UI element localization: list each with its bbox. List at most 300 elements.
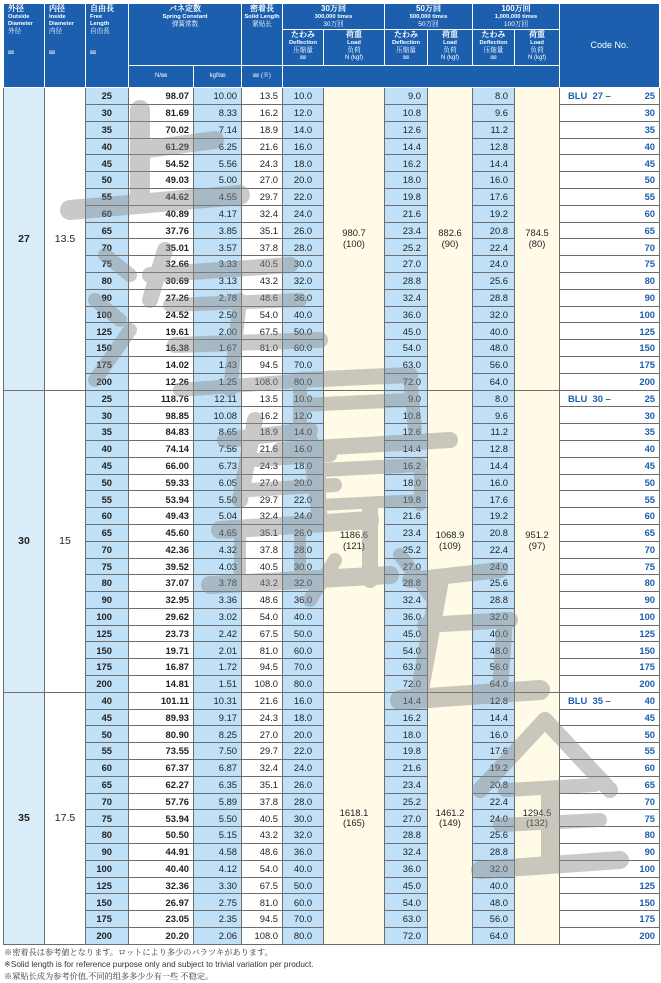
deflection-300k-cell: 12.0 — [283, 104, 324, 121]
deflection-300k-cell: 40.0 — [283, 608, 324, 625]
deflection-1m-cell: 28.8 — [473, 844, 515, 861]
solid-length-cell: 35.1 — [242, 524, 283, 541]
spring-constant-kgf-cell: 4.03 — [194, 558, 242, 575]
spring-constant-n-cell: 89.93 — [129, 709, 194, 726]
load-1m-cell — [515, 390, 560, 692]
table-header — [4, 4, 660, 88]
spring-constant-n-cell: 49.03 — [129, 172, 194, 189]
outside-diameter-cell: 35 — [4, 692, 45, 944]
deflection-1m-cell: 9.6 — [473, 104, 515, 121]
deflection-500k-cell: 21.6 — [385, 508, 428, 525]
code-no-cell: 90 — [560, 844, 660, 861]
code-no-cell: 55 — [560, 491, 660, 508]
load-1m-cell — [515, 88, 560, 390]
spring-constant-n-cell: 70.02 — [129, 121, 194, 138]
deflection-300k-cell: 24.0 — [283, 760, 324, 777]
deflection-1m-cell: 17.6 — [473, 188, 515, 205]
deflection-1m-cell: 28.8 — [473, 289, 515, 306]
free-length-cell: 100 — [86, 306, 129, 323]
free-length-cell: 55 — [86, 491, 129, 508]
header-life-1m: 100万回 1,000,000 times 100万回 — [473, 4, 560, 30]
spring-constant-n-cell: 26.97 — [129, 894, 194, 911]
spring-constant-kgf-cell: 3.33 — [194, 256, 242, 273]
solid-length-cell: 48.6 — [242, 592, 283, 609]
code-prefix: BLU — [568, 695, 588, 707]
spring-constant-n-cell: 53.94 — [129, 810, 194, 827]
solid-length-cell: 24.3 — [242, 709, 283, 726]
deflection-1m-cell: 11.2 — [473, 121, 515, 138]
solid-length-cell: 21.6 — [242, 138, 283, 155]
deflection-300k-cell: 30.0 — [283, 558, 324, 575]
deflection-300k-cell: 70.0 — [283, 356, 324, 373]
spring-constant-kgf-cell: 2.06 — [194, 928, 242, 945]
spring-constant-kgf-cell: 12.11 — [194, 390, 242, 407]
solid-length-cell: 67.5 — [242, 625, 283, 642]
deflection-300k-cell: 40.0 — [283, 860, 324, 877]
deflection-500k-cell: 14.4 — [385, 138, 428, 155]
spring-constant-n-cell: 49.43 — [129, 508, 194, 525]
deflection-300k-cell: 30.0 — [283, 256, 324, 273]
solid-length-cell: 21.6 — [242, 692, 283, 709]
code-no-cell: 175 — [560, 356, 660, 373]
code-prefix: BLU — [568, 392, 588, 404]
deflection-1m-cell: 56.0 — [473, 356, 515, 373]
deflection-300k-cell: 80.0 — [283, 928, 324, 945]
spring-constant-n-cell: 32.95 — [129, 592, 194, 609]
spring-constant-n-cell: 32.36 — [129, 877, 194, 894]
spring-constant-kgf-cell: 2.78 — [194, 289, 242, 306]
free-length-cell: 125 — [86, 625, 129, 642]
deflection-300k-cell: 22.0 — [283, 743, 324, 760]
deflection-500k-cell: 72.0 — [385, 928, 428, 945]
free-length-cell: 80 — [86, 575, 129, 592]
spring-constant-n-cell: 27.26 — [129, 289, 194, 306]
code-no-cell: 90 — [560, 289, 660, 306]
deflection-500k-cell: 72.0 — [385, 373, 428, 390]
deflection-1m-cell: 11.2 — [473, 424, 515, 441]
deflection-300k-cell: 26.0 — [283, 776, 324, 793]
deflection-1m-cell: 9.6 — [473, 407, 515, 424]
spring-constant-n-cell: 14.81 — [129, 676, 194, 693]
deflection-1m-cell: 12.8 — [473, 692, 515, 709]
code-no-cell: 50 — [560, 172, 660, 189]
free-length-cell: 90 — [86, 592, 129, 609]
code-no-cell: 100 — [560, 306, 660, 323]
free-length-cell: 175 — [86, 356, 129, 373]
code-no-cell: 65 — [560, 776, 660, 793]
deflection-500k-cell: 23.4 — [385, 222, 428, 239]
deflection-300k-cell: 14.0 — [283, 424, 324, 441]
load-300k-cell — [324, 88, 385, 390]
deflection-1m-cell: 20.8 — [473, 524, 515, 541]
solid-length-cell: 24.3 — [242, 155, 283, 172]
deflection-1m-cell: 32.0 — [473, 608, 515, 625]
spring-constant-n-cell: 50.50 — [129, 827, 194, 844]
deflection-500k-cell: 27.0 — [385, 256, 428, 273]
spring-constant-kgf-cell: 7.50 — [194, 743, 242, 760]
code-no-cell: 55 — [560, 188, 660, 205]
spring-constant-kgf-cell: 1.51 — [194, 676, 242, 693]
deflection-500k-cell: 9.0 — [385, 88, 428, 105]
spring-constant-n-cell: 12.26 — [129, 373, 194, 390]
spring-constant-n-cell: 54.52 — [129, 155, 194, 172]
spring-constant-n-cell: 19.61 — [129, 323, 194, 340]
spring-constant-n-cell: 24.52 — [129, 306, 194, 323]
inside-diameter-cell: 17.5 — [45, 692, 86, 944]
code-no-cell: 100 — [560, 860, 660, 877]
code-od: 30 — [592, 392, 603, 404]
code-no-cell: 60 — [560, 760, 660, 777]
spring-constant-n-cell: 19.71 — [129, 642, 194, 659]
code-no-cell: 35 — [560, 424, 660, 441]
spring-constant-kgf-cell: 9.17 — [194, 709, 242, 726]
footnote-cn: ※紧贴长成为参考价值,不同的组多多少少有一些 不稳定。 — [4, 971, 214, 981]
load-value: 1461.2 — [435, 806, 465, 818]
deflection-500k-cell: 45.0 — [385, 877, 428, 894]
solid-length-cell: 29.7 — [242, 188, 283, 205]
code-no-cell: 70 — [560, 239, 660, 256]
free-length-cell: 45 — [86, 155, 129, 172]
deflection-1m-cell: 40.0 — [473, 323, 515, 340]
free-length-cell: 125 — [86, 877, 129, 894]
deflection-300k-cell: 36.0 — [283, 844, 324, 861]
deflection-1m-cell: 17.6 — [473, 743, 515, 760]
solid-length-cell: 108.0 — [242, 373, 283, 390]
deflection-300k-cell: 28.0 — [283, 793, 324, 810]
spring-constant-n-cell: 98.85 — [129, 407, 194, 424]
footnote-jp: ※密着長は参考値となります。ロットにより多少のバラツキがあります。 — [4, 947, 273, 957]
spring-constant-kgf-cell: 7.14 — [194, 121, 242, 138]
deflection-300k-cell: 12.0 — [283, 407, 324, 424]
spring-constant-n-cell: 35.01 — [129, 239, 194, 256]
deflection-1m-cell: 40.0 — [473, 877, 515, 894]
deflection-300k-cell: 14.0 — [283, 121, 324, 138]
deflection-500k-cell: 25.2 — [385, 793, 428, 810]
spring-spec-table — [3, 3, 660, 945]
deflection-300k-cell: 50.0 — [283, 625, 324, 642]
spring-constant-kgf-cell: 2.75 — [194, 894, 242, 911]
load-500k-cell — [428, 88, 473, 390]
spring-constant-n-cell: 66.00 — [129, 457, 194, 474]
deflection-1m-cell: 19.2 — [473, 508, 515, 525]
spring-constant-n-cell: 40.40 — [129, 860, 194, 877]
deflection-500k-cell: 54.0 — [385, 642, 428, 659]
spring-constant-n-cell: 45.60 — [129, 524, 194, 541]
load-kgf: (97) — [528, 540, 546, 552]
solid-length-cell: 13.5 — [242, 88, 283, 105]
deflection-500k-cell: 21.6 — [385, 205, 428, 222]
deflection-300k-cell: 18.0 — [283, 457, 324, 474]
spring-constant-kgf-cell: 1.67 — [194, 340, 242, 357]
deflection-300k-cell: 30.0 — [283, 810, 324, 827]
spring-constant-n-cell: 16.38 — [129, 340, 194, 357]
deflection-1m-cell: 24.0 — [473, 810, 515, 827]
solid-length-cell: 27.0 — [242, 172, 283, 189]
code-no-cell: 75 — [560, 558, 660, 575]
spring-constant-kgf-cell: 5.89 — [194, 793, 242, 810]
solid-length-cell: 94.5 — [242, 659, 283, 676]
solid-length-cell: 54.0 — [242, 306, 283, 323]
free-length-cell: 70 — [86, 541, 129, 558]
solid-length-cell: 37.8 — [242, 793, 283, 810]
deflection-300k-cell: 20.0 — [283, 172, 324, 189]
deflection-1m-cell: 19.2 — [473, 760, 515, 777]
solid-length-cell: 81.0 — [242, 642, 283, 659]
free-length-cell: 40 — [86, 138, 129, 155]
deflection-500k-cell: 27.0 — [385, 558, 428, 575]
code-no-cell: 80 — [560, 272, 660, 289]
solid-length-cell: 67.5 — [242, 323, 283, 340]
spring-constant-kgf-cell: 2.00 — [194, 323, 242, 340]
code-no-cell: 75 — [560, 810, 660, 827]
solid-length-cell: 16.2 — [242, 407, 283, 424]
code-no-cell: 45 — [560, 155, 660, 172]
load-value: 980.7 — [342, 227, 366, 239]
code-no-cell: 40 — [560, 440, 660, 457]
free-length-cell: 175 — [86, 911, 129, 928]
load-kgf: (165) — [343, 817, 365, 829]
spring-constant-n-cell: 14.02 — [129, 356, 194, 373]
spring-constant-kgf-cell: 4.17 — [194, 205, 242, 222]
deflection-300k-cell: 32.0 — [283, 575, 324, 592]
code-no-cell: 40 — [560, 138, 660, 155]
deflection-1m-cell: 24.0 — [473, 558, 515, 575]
deflection-500k-cell: 28.8 — [385, 272, 428, 289]
deflection-500k-cell: 23.4 — [385, 776, 428, 793]
spring-constant-n-cell: 40.89 — [129, 205, 194, 222]
spring-constant-kgf-cell: 10.31 — [194, 692, 242, 709]
deflection-500k-cell: 25.2 — [385, 239, 428, 256]
code-no-cell: 150 — [560, 340, 660, 357]
spring-constant-kgf-cell: 6.87 — [194, 760, 242, 777]
header-outside-diameter: 外径 Outside Diameter 外径 ㎜ — [4, 4, 45, 88]
free-length-cell: 50 — [86, 474, 129, 491]
solid-length-cell: 18.9 — [242, 424, 283, 441]
spring-constant-kgf-cell: 6.35 — [194, 776, 242, 793]
solid-length-cell: 81.0 — [242, 894, 283, 911]
free-length-cell: 75 — [86, 810, 129, 827]
deflection-500k-cell: 12.6 — [385, 121, 428, 138]
spring-constant-n-cell: 16.87 — [129, 659, 194, 676]
solid-length-cell: 24.3 — [242, 457, 283, 474]
free-length-cell: 125 — [86, 323, 129, 340]
deflection-500k-cell: 18.0 — [385, 726, 428, 743]
free-length-cell: 45 — [86, 709, 129, 726]
deflection-300k-cell: 40.0 — [283, 306, 324, 323]
free-length-cell: 70 — [86, 793, 129, 810]
deflection-1m-cell: 24.0 — [473, 256, 515, 273]
header-code-no: Code No. — [560, 4, 660, 88]
solid-length-cell: 54.0 — [242, 860, 283, 877]
load-kgf: (100) — [343, 237, 365, 249]
spring-constant-kgf-cell: 3.13 — [194, 272, 242, 289]
spring-constant-n-cell: 73.55 — [129, 743, 194, 760]
spring-constant-kgf-cell: 7.56 — [194, 440, 242, 457]
deflection-1m-cell: 64.0 — [473, 373, 515, 390]
deflection-500k-cell: 12.6 — [385, 424, 428, 441]
deflection-300k-cell: 16.0 — [283, 440, 324, 457]
free-length-cell: 25 — [86, 390, 129, 407]
load-500k-cell — [428, 390, 473, 692]
solid-length-cell: 43.2 — [242, 575, 283, 592]
deflection-500k-cell: 19.8 — [385, 491, 428, 508]
spring-constant-kgf-cell: 3.57 — [194, 239, 242, 256]
deflection-300k-cell: 80.0 — [283, 676, 324, 693]
deflection-1m-cell: 16.0 — [473, 172, 515, 189]
solid-length-cell: 48.6 — [242, 289, 283, 306]
spring-constant-kgf-cell: 5.50 — [194, 491, 242, 508]
solid-length-cell: 81.0 — [242, 340, 283, 357]
spring-constant-n-cell: 81.69 — [129, 104, 194, 121]
deflection-500k-cell: 23.4 — [385, 524, 428, 541]
spring-constant-kgf-cell: 1.43 — [194, 356, 242, 373]
deflection-1m-cell: 28.8 — [473, 592, 515, 609]
deflection-300k-cell: 50.0 — [283, 877, 324, 894]
deflection-300k-cell: 28.0 — [283, 541, 324, 558]
deflection-500k-cell: 36.0 — [385, 306, 428, 323]
deflection-300k-cell: 26.0 — [283, 222, 324, 239]
deflection-300k-cell: 24.0 — [283, 205, 324, 222]
deflection-500k-cell: 10.8 — [385, 407, 428, 424]
deflection-1m-cell: 32.0 — [473, 306, 515, 323]
code-no-cell: 50 — [560, 474, 660, 491]
spring-constant-kgf-cell: 3.85 — [194, 222, 242, 239]
deflection-1m-cell: 12.8 — [473, 138, 515, 155]
code-no-cell: BLU 27 – 25 — [560, 88, 660, 105]
code-no-cell: 60 — [560, 205, 660, 222]
free-length-cell: 90 — [86, 844, 129, 861]
table-row — [4, 692, 660, 709]
free-length-cell: 40 — [86, 440, 129, 457]
table-row — [4, 88, 660, 105]
table-body — [4, 88, 660, 945]
code-no-cell: 50 — [560, 726, 660, 743]
deflection-300k-cell: 36.0 — [283, 289, 324, 306]
free-length-cell: 80 — [86, 827, 129, 844]
code-no-cell: 65 — [560, 524, 660, 541]
deflection-500k-cell: 27.0 — [385, 810, 428, 827]
solid-length-cell: 27.0 — [242, 726, 283, 743]
deflection-300k-cell: 24.0 — [283, 508, 324, 525]
load-value: 1294.5 — [522, 806, 552, 818]
deflection-300k-cell: 70.0 — [283, 659, 324, 676]
spring-constant-kgf-cell: 5.04 — [194, 508, 242, 525]
code-no-cell: BLU 30 – 25 — [560, 390, 660, 407]
spring-constant-kgf-cell: 4.55 — [194, 188, 242, 205]
solid-length-cell: 32.4 — [242, 205, 283, 222]
deflection-300k-cell: 60.0 — [283, 894, 324, 911]
spring-constant-n-cell: 23.73 — [129, 625, 194, 642]
deflection-1m-cell: 16.0 — [473, 474, 515, 491]
deflection-500k-cell: 36.0 — [385, 608, 428, 625]
load-1m-cell — [515, 692, 560, 944]
deflection-1m-cell: 12.8 — [473, 440, 515, 457]
free-length-cell: 200 — [86, 373, 129, 390]
deflection-1m-cell: 17.6 — [473, 491, 515, 508]
deflection-1m-cell: 8.0 — [473, 390, 515, 407]
header-life-300k: 30万回 300,000 times 30万回 — [283, 4, 385, 30]
free-length-cell: 60 — [86, 508, 129, 525]
free-length-cell: 90 — [86, 289, 129, 306]
spring-constant-n-cell: 42.36 — [129, 541, 194, 558]
free-length-cell: 70 — [86, 239, 129, 256]
code-no-cell: 200 — [560, 373, 660, 390]
spring-constant-kgf-cell: 2.42 — [194, 625, 242, 642]
solid-length-cell: 13.5 — [242, 390, 283, 407]
code-no-cell: 150 — [560, 894, 660, 911]
header-inside-diameter: 内径 Inside Diameter 内径 ㎜ — [45, 4, 86, 88]
code-no-cell: 75 — [560, 256, 660, 273]
code-od: 27 — [592, 90, 603, 102]
spring-constant-n-cell: 118.76 — [129, 390, 194, 407]
deflection-500k-cell: 54.0 — [385, 340, 428, 357]
deflection-1m-cell: 14.4 — [473, 709, 515, 726]
spring-constant-n-cell: 20.20 — [129, 928, 194, 945]
load-value: 1068.9 — [435, 529, 465, 541]
header-load-500k: 荷重 Load 负荷 N (kgf) — [428, 30, 473, 66]
free-length-cell: 55 — [86, 188, 129, 205]
deflection-300k-cell: 10.0 — [283, 390, 324, 407]
deflection-500k-cell: 45.0 — [385, 323, 428, 340]
code-no-cell: 30 — [560, 407, 660, 424]
spring-constant-kgf-cell: 4.32 — [194, 541, 242, 558]
header-free-length: 自由長 Free Length 自由長 ㎜ — [86, 4, 129, 88]
deflection-1m-cell: 8.0 — [473, 88, 515, 105]
load-kgf: (109) — [439, 540, 461, 552]
load-kgf: (90) — [441, 237, 459, 249]
code-suffix: 25 — [644, 90, 656, 102]
solid-length-cell: 40.5 — [242, 256, 283, 273]
code-no-cell: 125 — [560, 877, 660, 894]
spring-constant-n-cell: 32.66 — [129, 256, 194, 273]
solid-length-cell: 29.7 — [242, 743, 283, 760]
code-no-cell: 70 — [560, 793, 660, 810]
header-deflection-300k: たわみ Deflection 压缩量 ㎜ — [283, 30, 324, 66]
solid-length-cell: 48.6 — [242, 844, 283, 861]
solid-length-cell: 94.5 — [242, 356, 283, 373]
solid-length-cell: 108.0 — [242, 928, 283, 945]
deflection-300k-cell: 22.0 — [283, 491, 324, 508]
solid-length-cell: 18.9 — [242, 121, 283, 138]
free-length-cell: 65 — [86, 222, 129, 239]
code-no-cell: 175 — [560, 659, 660, 676]
deflection-1m-cell: 25.6 — [473, 575, 515, 592]
code-no-cell: 150 — [560, 642, 660, 659]
code-no-cell: 100 — [560, 608, 660, 625]
spring-constant-kgf-cell: 2.35 — [194, 911, 242, 928]
deflection-500k-cell: 19.8 — [385, 188, 428, 205]
solid-length-cell: 43.2 — [242, 827, 283, 844]
deflection-500k-cell: 72.0 — [385, 676, 428, 693]
deflection-500k-cell: 14.4 — [385, 440, 428, 457]
deflection-300k-cell: 36.0 — [283, 592, 324, 609]
free-length-cell: 200 — [86, 676, 129, 693]
outside-diameter-cell: 27 — [4, 88, 45, 390]
header-deflection-1m: たわみ Deflection 压缩量 ㎜ — [473, 30, 515, 66]
code-no-cell: 30 — [560, 104, 660, 121]
spring-constant-kgf-cell: 5.50 — [194, 810, 242, 827]
deflection-1m-cell: 48.0 — [473, 894, 515, 911]
free-length-cell: 175 — [86, 659, 129, 676]
free-length-cell: 75 — [86, 256, 129, 273]
spring-constant-n-cell: 98.07 — [129, 88, 194, 105]
deflection-500k-cell: 16.2 — [385, 709, 428, 726]
spring-constant-n-cell: 57.76 — [129, 793, 194, 810]
free-length-cell: 35 — [86, 121, 129, 138]
solid-length-cell: 54.0 — [242, 608, 283, 625]
solid-length-cell: 29.7 — [242, 491, 283, 508]
header-solid-length: 密着長 Solid Length 紧贴长 — [242, 4, 283, 66]
